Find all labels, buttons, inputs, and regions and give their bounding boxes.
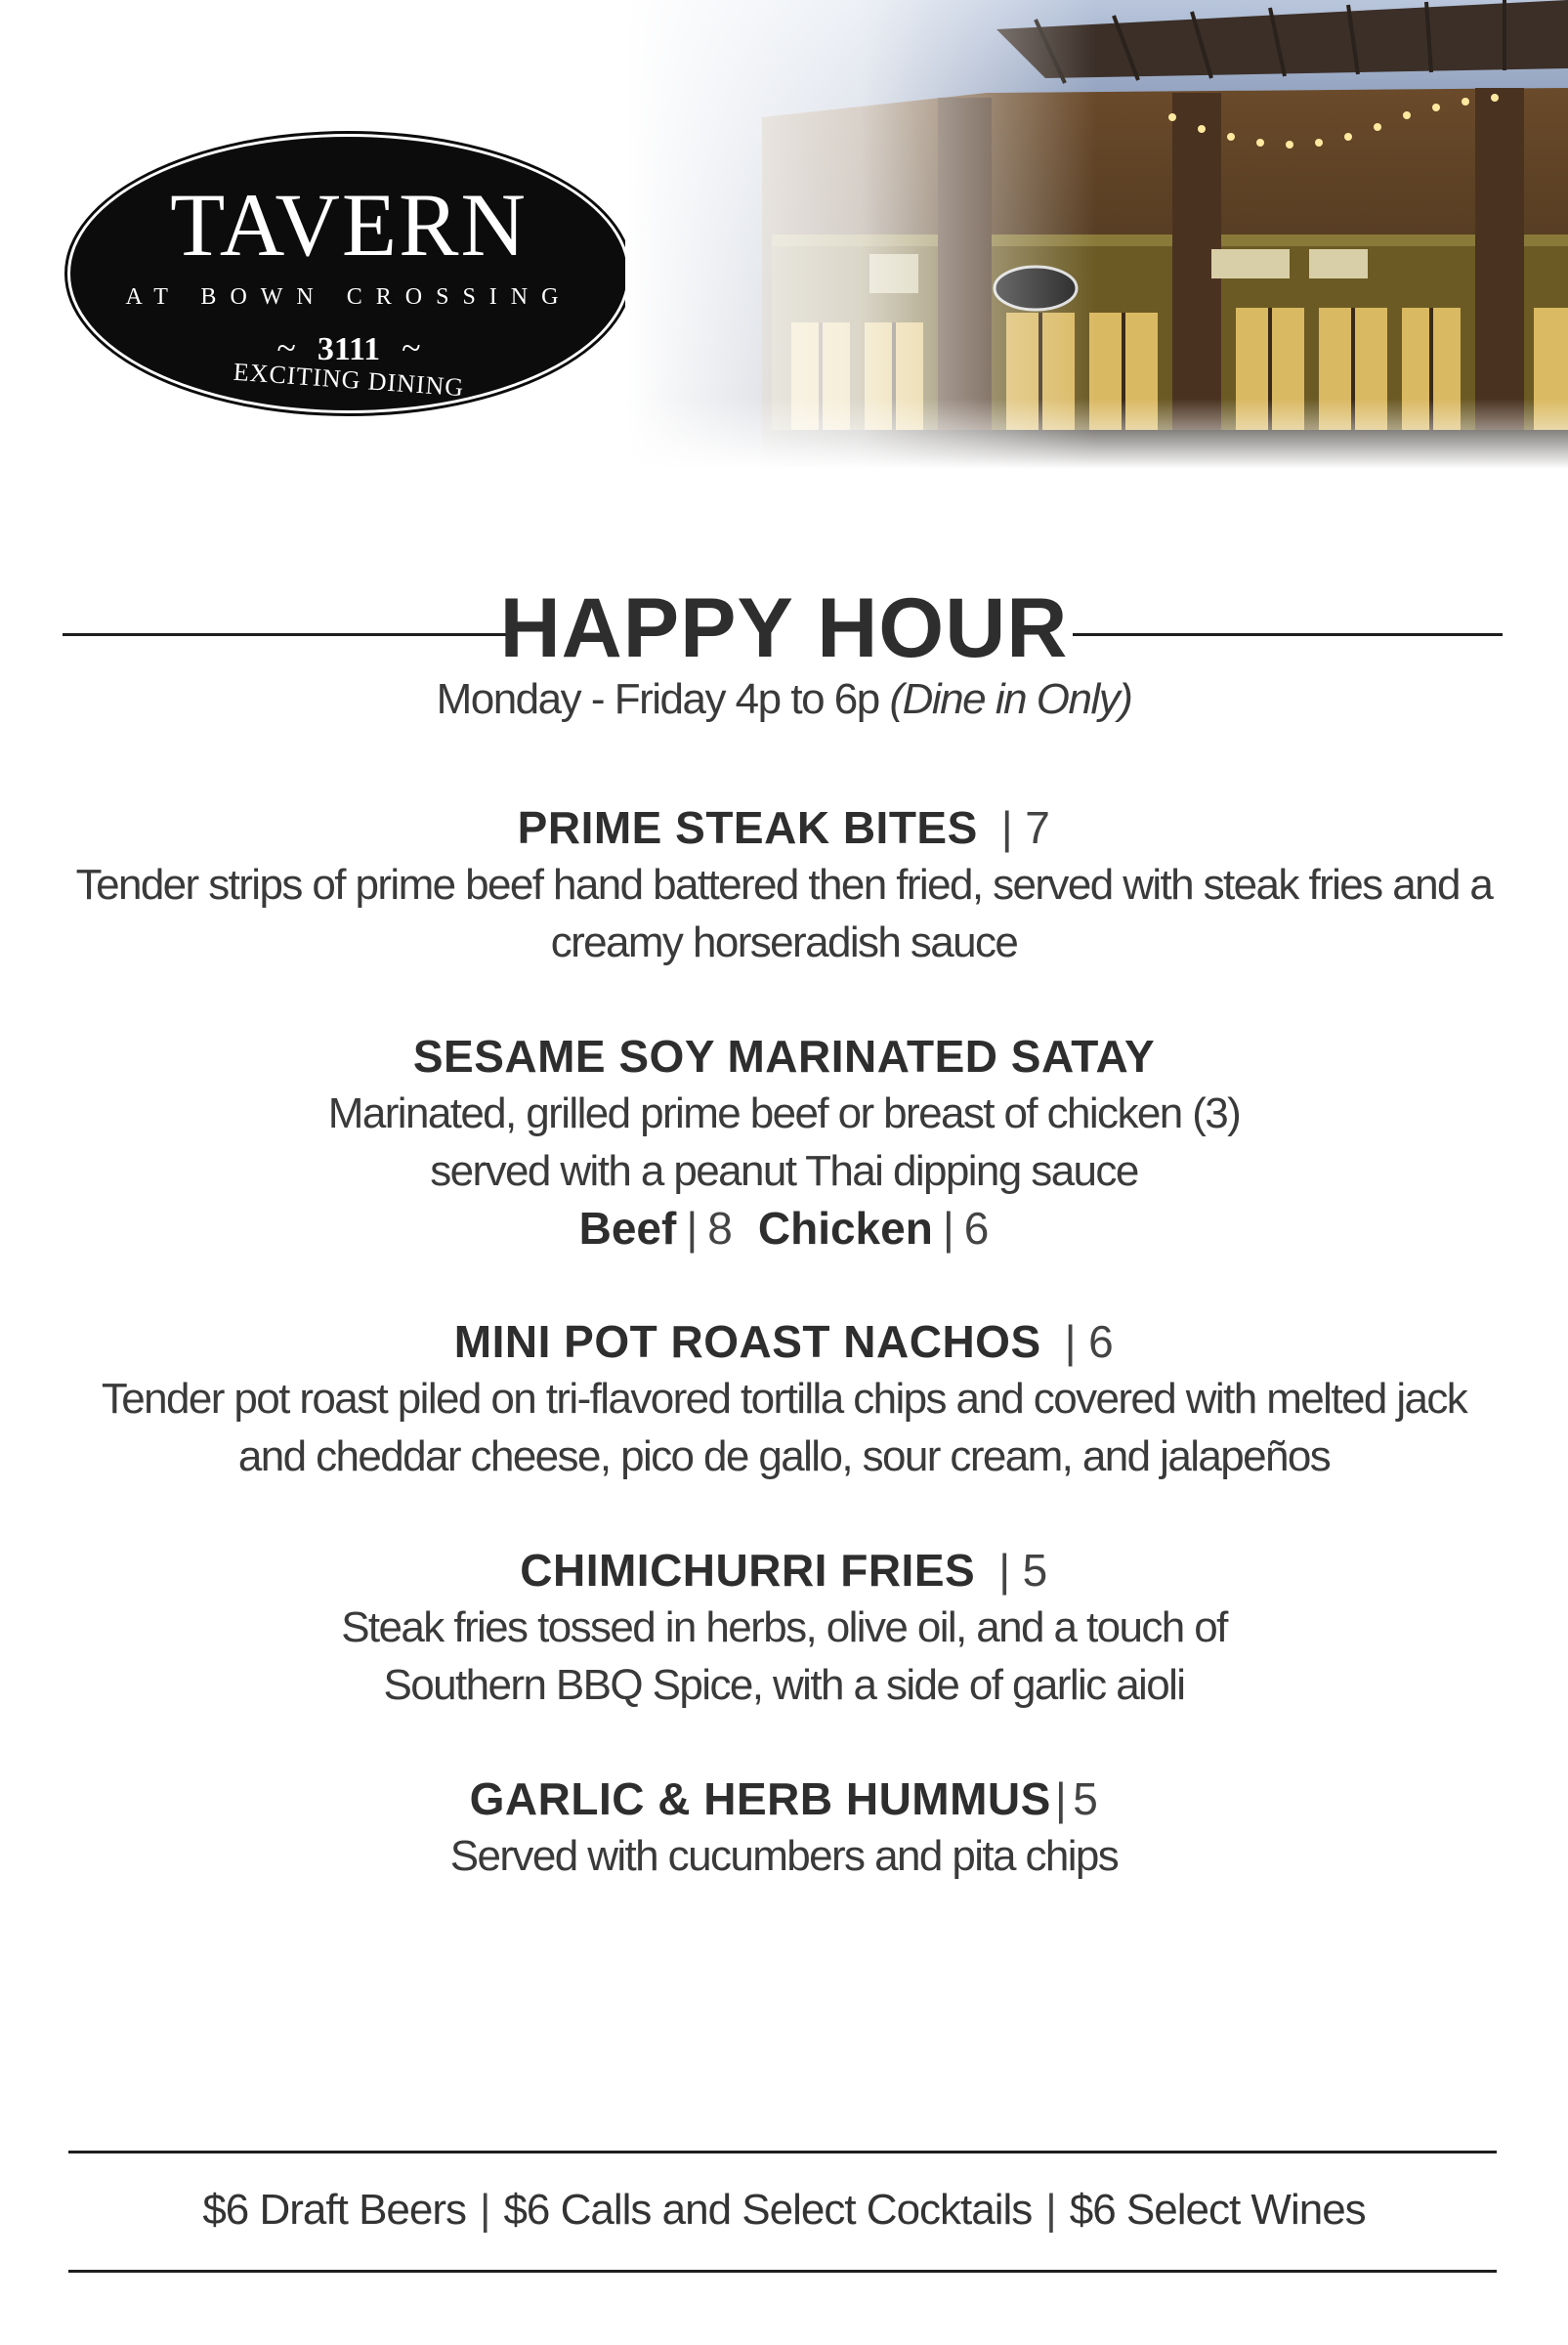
- item-name: PRIME STEAK BITES: [517, 802, 978, 853]
- menu-item-chimichurri-fries: [59, 1542, 1509, 1714]
- tavern-logo: [70, 137, 627, 410]
- footer-divider-top: [68, 2151, 1497, 2153]
- item-options: [59, 1200, 1509, 1257]
- item-description-line: and cheddar cheese, pico de gallo, sour cream, and jalapeños: [237, 1432, 1331, 1480]
- hours-note: (Dine in Only): [889, 675, 1132, 723]
- specials-separator: |: [480, 2186, 490, 2234]
- item-description-line: Steak fries tossed in herbs, olive oil, and a touch of: [341, 1603, 1227, 1651]
- price-separator: |: [942, 1203, 954, 1254]
- item-heading: [59, 1542, 1509, 1599]
- item-price: 5: [1073, 1773, 1099, 1824]
- item-name: GARLIC & HERB HUMMUS: [469, 1773, 1051, 1824]
- option-label-beef: Beef: [578, 1203, 677, 1254]
- menu-item-mini-pot-roast-nachos: [59, 1313, 1509, 1485]
- price-separator: |: [1000, 802, 1014, 853]
- special-draft-beers: $6 Draft Beers: [202, 2186, 467, 2234]
- item-price: 6: [1088, 1316, 1115, 1367]
- item-description-line: served with a peanut Thai dipping sauce: [430, 1147, 1138, 1195]
- item-heading: [59, 1028, 1509, 1085]
- menu-item-garlic-herb-hummus: [59, 1770, 1509, 1885]
- item-description-line: Tender pot roast piled on tri-flavored tortilla chips and covered with melted jack: [101, 1375, 1467, 1423]
- happy-hour-times: [0, 675, 1568, 723]
- option-price-beef: 8: [707, 1203, 733, 1254]
- drink-specials: [0, 2186, 1568, 2234]
- option-label-chicken: Chicken: [757, 1203, 933, 1254]
- item-description-line: Marinated, grilled prime beef or breast of chicken (3): [327, 1089, 1241, 1137]
- item-name: MINI POT ROAST NACHOS: [453, 1316, 1041, 1367]
- logo-subtitle: AT BOWN CROSSING: [125, 284, 572, 310]
- item-description-line: creamy horseradish sauce: [550, 918, 1018, 966]
- logo-number: 3111: [317, 331, 381, 367]
- item-description-line: Southern BBQ Spice, with a side of garlic aioli: [383, 1661, 1185, 1709]
- item-name: CHIMICHURRI FRIES: [520, 1545, 976, 1596]
- swash-left-icon: ~: [276, 328, 296, 367]
- special-cocktails: $6 Calls and Select Cocktails: [503, 2186, 1033, 2234]
- footer-divider-bottom: [68, 2270, 1497, 2273]
- item-heading: [59, 1313, 1509, 1370]
- restaurant-exterior-image: [625, 0, 1568, 469]
- logo-name: TAVERN: [170, 175, 528, 275]
- price-separator: |: [1054, 1773, 1068, 1824]
- item-description-line: Tender strips of prime beef hand battered then fried, served with steak fries and a: [75, 861, 1493, 909]
- specials-separator: |: [1045, 2186, 1056, 2234]
- page-title: HAPPY HOUR: [499, 581, 1069, 675]
- option-price-chicken: 6: [963, 1203, 990, 1254]
- menu-item-prime-steak-bites: [59, 799, 1509, 971]
- item-price: 7: [1025, 802, 1051, 853]
- item-name: SESAME SOY MARINATED SATAY: [412, 1031, 1156, 1082]
- item-price: 5: [1022, 1545, 1048, 1596]
- item-heading: [59, 1770, 1509, 1827]
- price-separator: |: [686, 1203, 699, 1254]
- menu-list: [59, 799, 1509, 1885]
- swash-right-icon: ~: [402, 328, 421, 367]
- special-wines: $6 Select Wines: [1069, 2186, 1366, 2234]
- price-separator: |: [1064, 1316, 1078, 1367]
- menu-item-sesame-soy-satay: [59, 1028, 1509, 1257]
- logo-tagline: EXCITING DINING: [232, 357, 466, 403]
- price-separator: |: [998, 1545, 1011, 1596]
- item-description-line: Served with cucumbers and pita chips: [449, 1832, 1119, 1880]
- item-heading: [59, 799, 1509, 856]
- hours-text: Monday - Friday 4p to 6p: [436, 675, 879, 723]
